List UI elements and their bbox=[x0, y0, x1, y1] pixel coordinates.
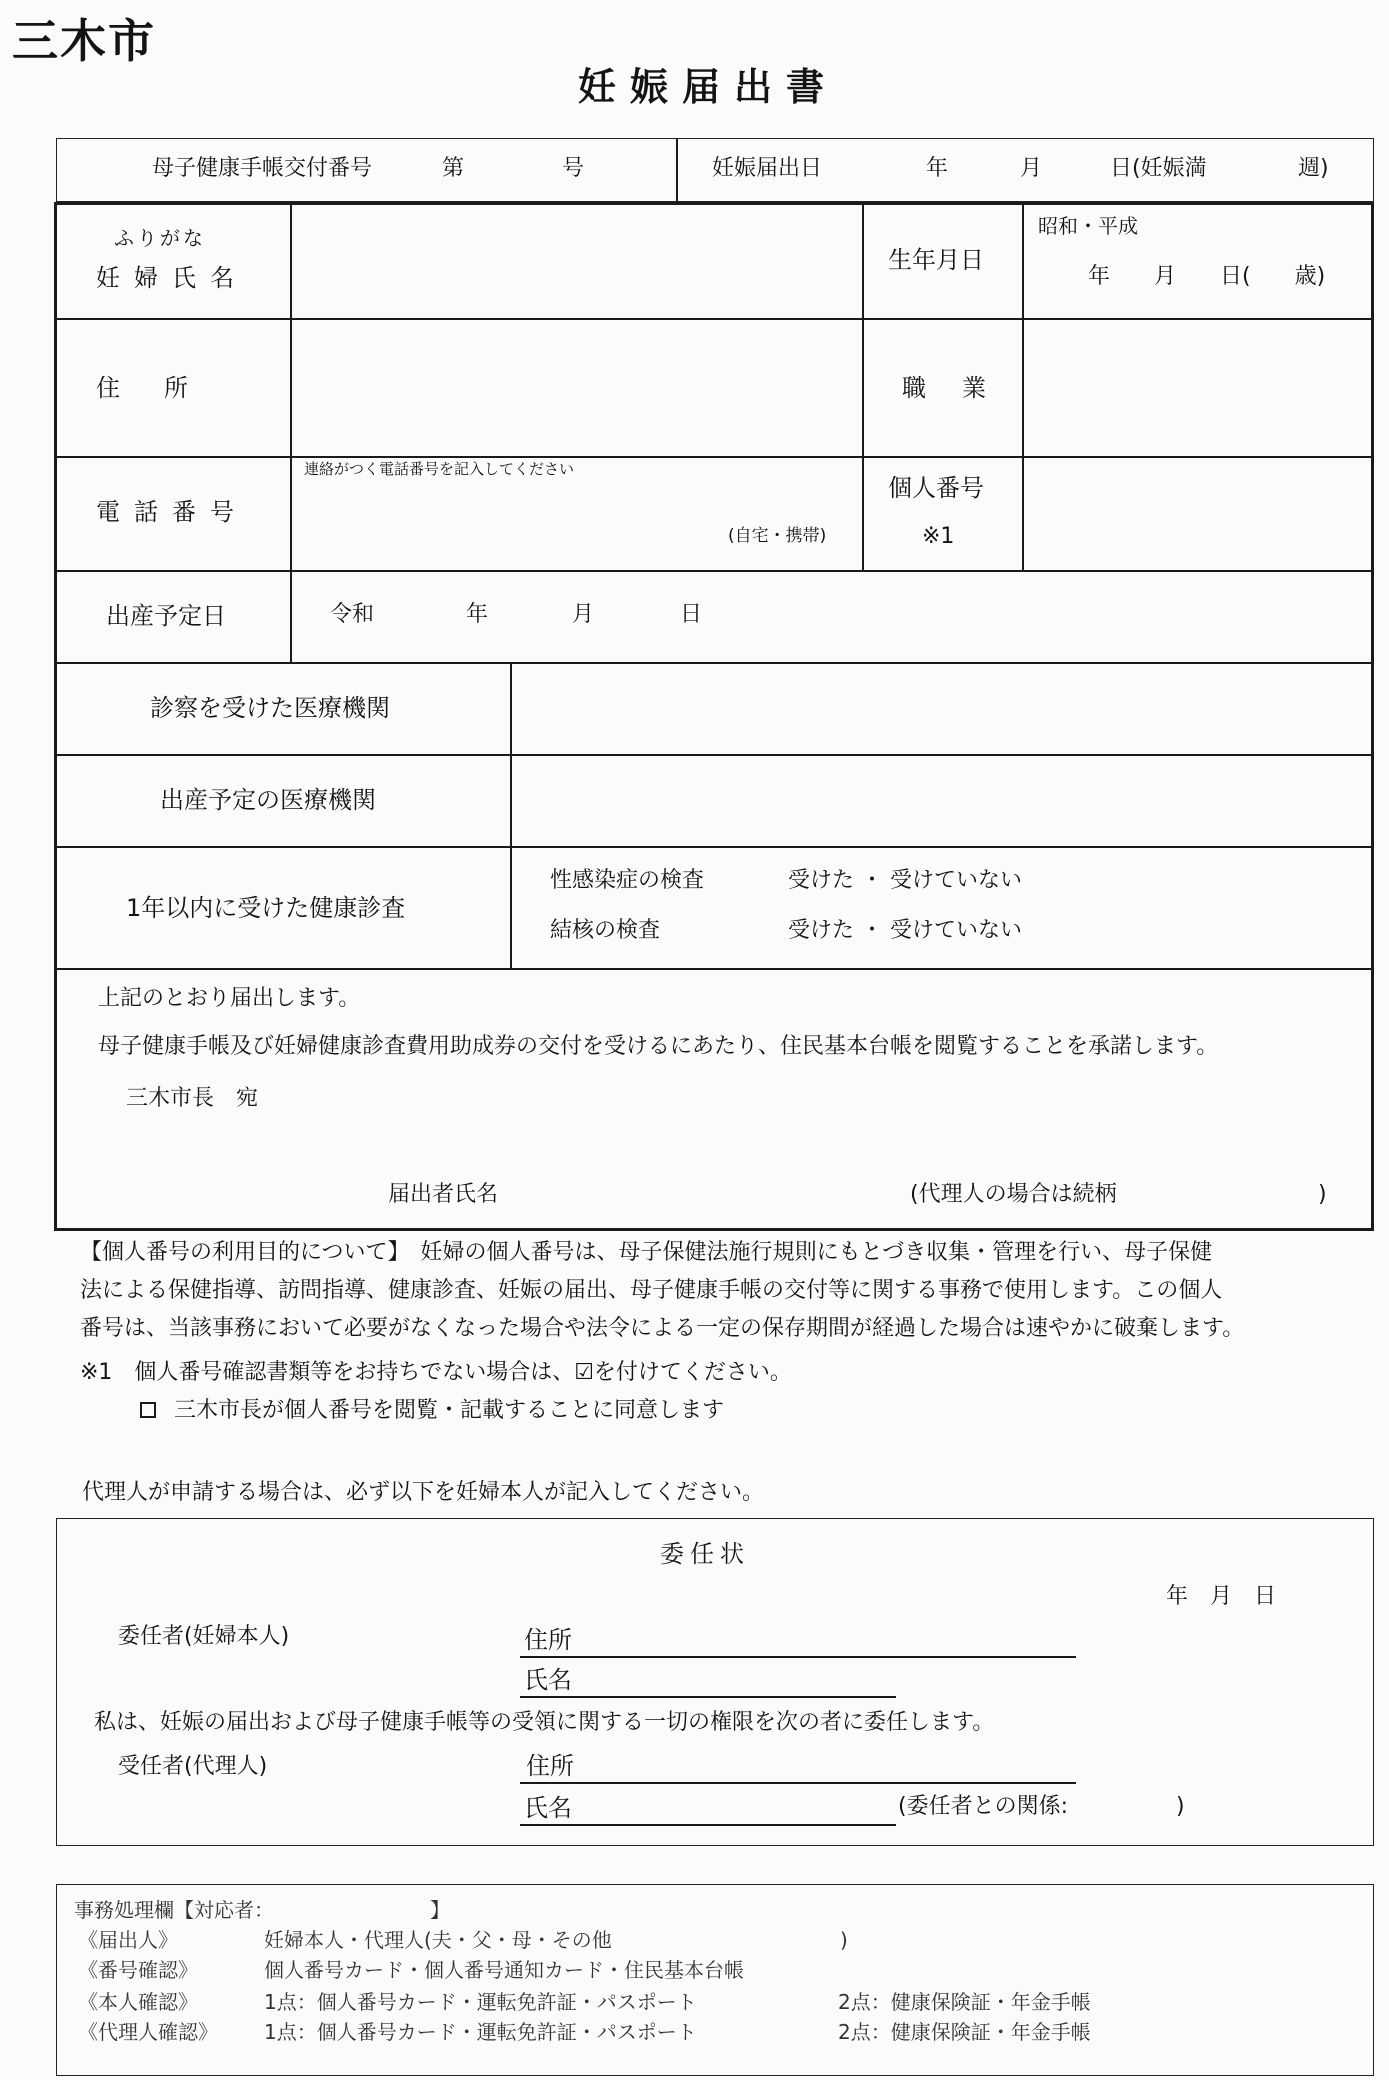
city-name: 三木市 bbox=[12, 14, 156, 68]
office-r4-value: 1点：個人番号カード・運転免許証・パスポート bbox=[264, 2020, 697, 2044]
poa-agent: 受任者(代理人) bbox=[118, 1754, 268, 1779]
office-title-close: 】 bbox=[430, 1898, 450, 1922]
clinic-planned-label: 出産予定の医療機関 bbox=[160, 786, 376, 814]
poa-agent-address-label: 住所 bbox=[526, 1752, 574, 1780]
purpose-line1: 【個人番号の利用目的について】 妊婦の個人番号は、母子保健法施行規則にもとづき収集・管理を行い、母子保健 bbox=[80, 1240, 1213, 1265]
due-month: 月 bbox=[572, 602, 595, 627]
notify-month: 月 bbox=[1020, 156, 1043, 181]
dob-ymd: 年 月 日( 歳) bbox=[1088, 264, 1326, 289]
handbook-number-go: 号 bbox=[562, 156, 585, 181]
form-title: 妊娠届出書 bbox=[578, 65, 839, 109]
due-date-field[interactable] bbox=[294, 574, 1370, 660]
office-r4-label: 《代理人確認》 bbox=[78, 2020, 218, 2044]
notify-date-label: 妊娠届出日 bbox=[712, 156, 823, 181]
poa-agent-address-line[interactable] bbox=[520, 1782, 1076, 1784]
poa-principal: 委任者(妊婦本人) bbox=[118, 1624, 290, 1649]
poa-agent-name-line[interactable] bbox=[520, 1824, 896, 1826]
office-r2-label: 《番号確認》 bbox=[78, 1958, 198, 1982]
dob-label: 生年月日 bbox=[888, 246, 984, 274]
occupation-field[interactable] bbox=[1026, 322, 1370, 454]
office-title: 事務処理欄【対応者： bbox=[74, 1898, 274, 1922]
declaration-line1: 上記のとおり届出します。 bbox=[98, 986, 361, 1011]
office-r1-value: 妊婦本人・代理人(夫・父・母・その他 bbox=[264, 1928, 612, 1952]
submitter-label: 届出者氏名 bbox=[388, 1182, 499, 1207]
address-label: 住 所 bbox=[96, 374, 198, 402]
relation-field[interactable] bbox=[1182, 1172, 1322, 1212]
purpose-line2: 法による保健指導、訪問指導、健康診査、妊娠の届出、母子健康手帳の交付等に関する事務で使用します。この個人 bbox=[80, 1278, 1223, 1303]
office-r3-label: 《本人確認》 bbox=[78, 1990, 198, 2014]
relation-label: (代理人の場合は続柄 bbox=[910, 1182, 1117, 1207]
declaration-line2: 母子健康手帳及び妊婦健康診査費用助成券の交付を受けるにあたり、住民基本台帳を閲覧することを承諾します。 bbox=[98, 1034, 1219, 1059]
my-number-label: 個人番号 bbox=[888, 474, 984, 502]
occupation-label: 職 業 bbox=[902, 374, 992, 402]
phone-note: 連絡がつく電話番号を記入してください bbox=[304, 460, 575, 478]
clinic-seen-label: 診察を受けた医療機関 bbox=[150, 694, 390, 722]
tb-test-label: 結核の検査 bbox=[550, 918, 661, 943]
clinic-planned-field[interactable] bbox=[514, 758, 1370, 844]
poa-relation: (委任者との関係: bbox=[898, 1794, 1068, 1819]
clinic-seen-field[interactable] bbox=[514, 666, 1370, 752]
due-date-label: 出産予定日 bbox=[106, 602, 226, 630]
poa-title: 委任状 bbox=[660, 1540, 750, 1568]
poa-address-label: 住所 bbox=[524, 1626, 572, 1654]
proxy-intro: 代理人が申請する場合は、必ず以下を妊婦本人が記入してください。 bbox=[82, 1480, 765, 1505]
due-day: 日 bbox=[680, 602, 703, 627]
notify-weeks: 週) bbox=[1298, 156, 1329, 181]
notify-year: 年 bbox=[926, 156, 949, 181]
std-test-choice[interactable]: 受けた ・ 受けていない bbox=[788, 868, 1022, 893]
poa-date: 年 月 日 bbox=[1166, 1584, 1277, 1609]
dob-field[interactable] bbox=[1026, 206, 1370, 316]
office-r3-value: 1点：個人番号カード・運転免許証・パスポート bbox=[264, 1990, 697, 2014]
note1: ※1 個人番号確認書類等をお持ちでない場合は、☑を付けてください。 bbox=[80, 1360, 792, 1385]
declaration-addressee: 三木市長 宛 bbox=[126, 1086, 259, 1111]
phone-field[interactable] bbox=[294, 482, 860, 528]
office-r3-value2: 2点：健康保険証・年金手帳 bbox=[838, 1990, 1091, 2014]
my-number-note: ※1 bbox=[922, 524, 955, 549]
handbook-number-field[interactable] bbox=[470, 146, 560, 194]
notify-day-weeks: 日(妊娠満 bbox=[1110, 156, 1207, 181]
poa-relation-close: ) bbox=[1176, 1794, 1185, 1819]
phone-label: 電話番号 bbox=[96, 498, 248, 526]
poa-name-label: 氏名 bbox=[524, 1666, 572, 1694]
poa-address-line[interactable] bbox=[520, 1656, 1076, 1658]
purpose-line3: 番号は、当該事務において必要がなくなった場合や法令による一定の保存期間が経過した場合は速やかに破棄します。 bbox=[80, 1316, 1245, 1341]
handbook-number-label: 母子健康手帳交付番号 bbox=[152, 156, 373, 181]
phone-type: (自宅・携帯) bbox=[728, 526, 827, 546]
poa-relation-field[interactable] bbox=[1082, 1790, 1182, 1826]
my-number-field[interactable] bbox=[1026, 460, 1370, 568]
furigana-label: ふりがな bbox=[114, 226, 206, 250]
office-r2-value: 個人番号カード・個人番号通知カード・住民基本台帳 bbox=[264, 1958, 744, 1982]
office-r4-value2: 2点：健康保険証・年金手帳 bbox=[838, 2020, 1091, 2044]
poa-statement: 私は、妊娠の届出および母子健康手帳等の受領に関する一切の権限を次の者に委任します。 bbox=[94, 1710, 995, 1735]
consent-checkbox[interactable] bbox=[140, 1402, 156, 1418]
dob-era: 昭和・平成 bbox=[1038, 214, 1138, 238]
relation-close: ) bbox=[1318, 1182, 1327, 1207]
poa-name-line[interactable] bbox=[520, 1696, 896, 1698]
tb-test-choice[interactable]: 受けた ・ 受けていない bbox=[788, 918, 1022, 943]
due-year: 年 bbox=[466, 602, 489, 627]
consent-label: 三木市長が個人番号を閲覧・記載することに同意します bbox=[174, 1398, 725, 1423]
handbook-number-dai: 第 bbox=[442, 156, 465, 181]
office-r1-label: 《届出人》 bbox=[78, 1928, 178, 1952]
checkup-label: 1年以内に受けた健康診査 bbox=[126, 894, 406, 922]
due-era: 令和 bbox=[330, 602, 375, 627]
name-field[interactable] bbox=[294, 206, 860, 316]
name-label: 妊婦氏名 bbox=[96, 264, 248, 292]
submitter-name-field[interactable] bbox=[530, 1172, 900, 1212]
address-field[interactable] bbox=[294, 322, 860, 454]
poa-agent-name-label: 氏名 bbox=[524, 1794, 572, 1822]
std-test-label: 性感染症の検査 bbox=[550, 868, 705, 893]
office-r1-close: ) bbox=[840, 1928, 848, 1952]
